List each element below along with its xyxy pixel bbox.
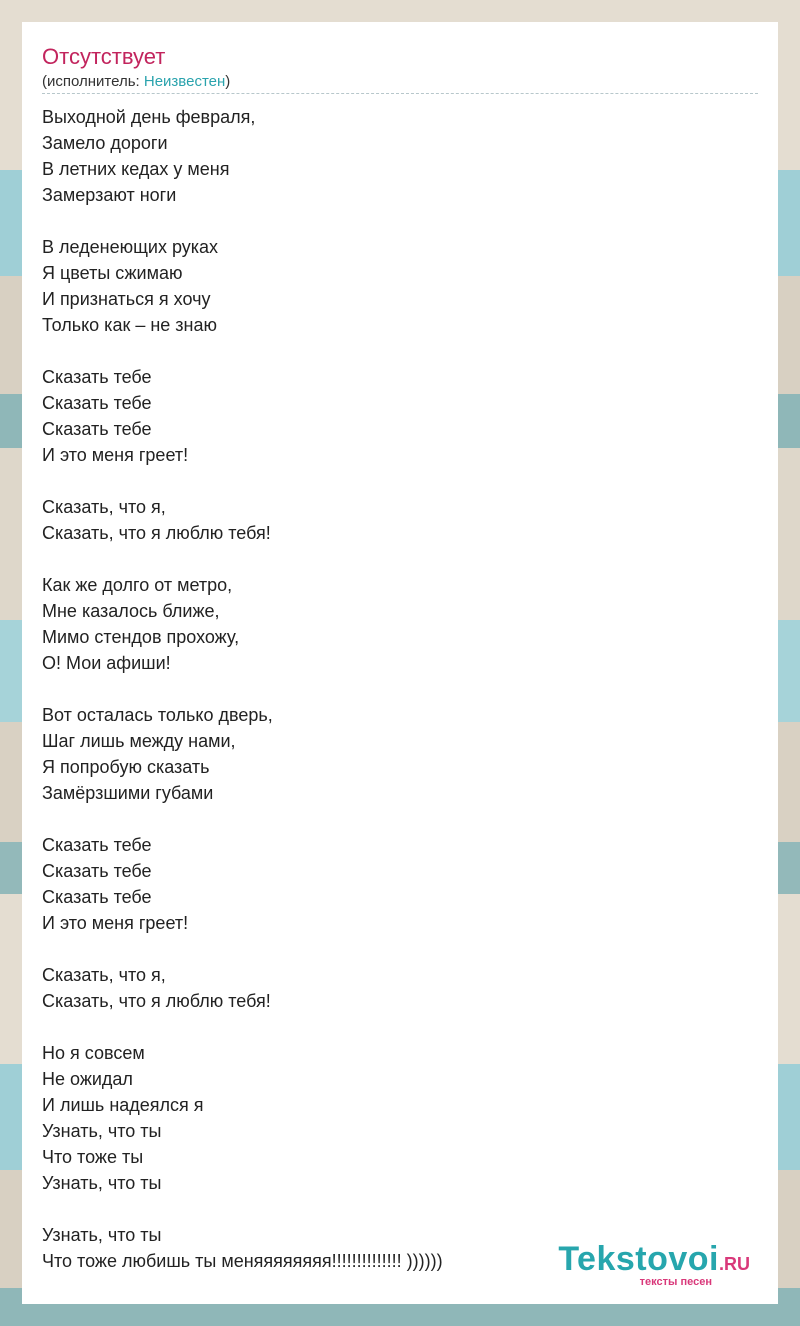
lyric-line: Мне казалось ближе,: [42, 601, 220, 621]
logo-name: Tekstovoi: [558, 1240, 719, 1278]
lyric-line: Сказать, что я люблю тебя!: [42, 523, 271, 543]
stanza-break: [42, 208, 443, 234]
lyric-line: Узнать, что ты: [42, 1173, 162, 1193]
title-divider: [42, 93, 758, 94]
lyric-line: В летних кедах у меня: [42, 159, 230, 179]
lyric-line: Замело дороги: [42, 133, 168, 153]
lyric-line: Мимо стендов прохожу,: [42, 627, 240, 647]
stanza-break: [42, 936, 443, 962]
lyrics-text: [42, 104, 443, 1274]
logo-tagline: тексты песен: [639, 1276, 712, 1288]
lyric-line: Что тоже любишь ты меняяяяяяяя!!!!!!!!!!!!!! )))))): [42, 1251, 443, 1271]
lyric-line: Шаг лишь между нами,: [42, 731, 236, 751]
stanza-break: [42, 806, 443, 832]
lyric-line: И признаться я хочу: [42, 289, 211, 309]
logo-tld: .RU: [719, 1254, 750, 1274]
lyric-line: О! Мои афиши!: [42, 653, 171, 673]
stanza-break: [42, 546, 443, 572]
lyric-line: Вот осталась только дверь,: [42, 705, 273, 725]
lyric-line: Сказать, что я,: [42, 965, 166, 985]
lyric-line: Выходной день февраля,: [42, 107, 256, 127]
lyric-line: Сказать, что я люблю тебя!: [42, 991, 271, 1011]
performer-link[interactable]: Неизвестен: [143, 73, 226, 90]
stanza-break: [42, 338, 443, 364]
stanza-break: [42, 1196, 443, 1222]
lyric-line: Я попробую сказать: [42, 757, 210, 777]
lyric-line: Сказать, что я,: [42, 497, 166, 517]
lyric-line: Сказать тебе: [42, 887, 152, 907]
lyric-line: Сказать тебе: [42, 419, 152, 439]
stanza-break: [42, 1014, 443, 1040]
performer-prefix: (исполнитель:: [42, 73, 144, 90]
lyric-line: Как же долго от метро,: [42, 575, 233, 595]
site-logo[interactable]: [558, 1240, 750, 1288]
lyric-line: В леденеющих руках: [42, 237, 219, 257]
lyric-line: Я цветы сжимаю: [42, 263, 183, 283]
performer-suffix: ): [225, 73, 231, 90]
performer-line: [42, 73, 230, 90]
lyric-line: Узнать, что ты: [42, 1121, 162, 1141]
lyric-line: Узнать, что ты: [42, 1225, 162, 1245]
lyrics-card: [22, 22, 778, 1304]
lyric-line: И это меня греет!: [42, 445, 189, 465]
lyric-line: Замёрзшими губами: [42, 783, 214, 803]
lyric-line: Сказать тебе: [42, 367, 152, 387]
lyric-line: Сказать тебе: [42, 835, 152, 855]
lyric-line: Замерзают ноги: [42, 185, 177, 205]
lyric-line: Сказать тебе: [42, 393, 152, 413]
lyric-line: Что тоже ты: [42, 1147, 144, 1167]
lyric-line: Но я совсем: [42, 1043, 145, 1063]
lyric-line: Сказать тебе: [42, 861, 152, 881]
lyric-line: И это меня греет!: [42, 913, 189, 933]
lyric-line: И лишь надеялся я: [42, 1095, 204, 1115]
lyric-line: Не ожидал: [42, 1069, 133, 1089]
stanza-break: [42, 676, 443, 702]
lyric-line: Только как – не знаю: [42, 315, 217, 335]
song-title: Отсутствует: [42, 44, 166, 69]
stanza-break: [42, 468, 443, 494]
